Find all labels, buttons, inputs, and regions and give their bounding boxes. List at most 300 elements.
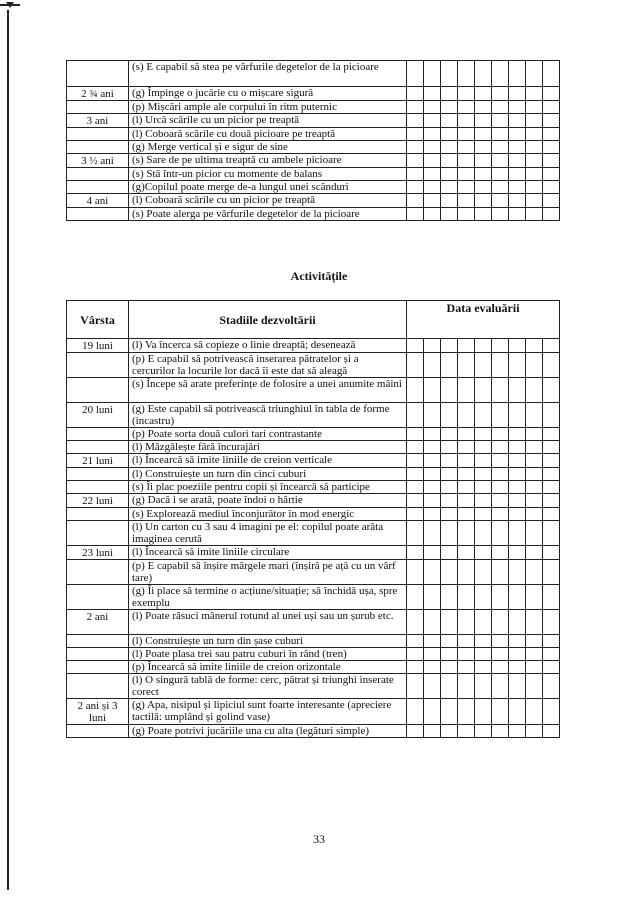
evaluation-box[interactable] xyxy=(458,521,475,546)
evaluation-box[interactable] xyxy=(526,168,543,181)
evaluation-box[interactable] xyxy=(458,508,475,521)
evaluation-box[interactable] xyxy=(458,441,475,454)
evaluation-box[interactable] xyxy=(458,610,475,635)
evaluation-box[interactable] xyxy=(475,661,492,674)
evaluation-box[interactable] xyxy=(458,141,475,154)
evaluation-box[interactable] xyxy=(509,208,526,221)
evaluation-box[interactable] xyxy=(458,699,475,725)
evaluation-box[interactable] xyxy=(458,585,475,610)
evaluation-box[interactable] xyxy=(441,661,458,674)
evaluation-box[interactable] xyxy=(492,560,509,585)
evaluation-box[interactable] xyxy=(424,661,441,674)
evaluation-box[interactable] xyxy=(526,441,543,454)
evaluation-box[interactable] xyxy=(441,454,458,468)
evaluation-box[interactable] xyxy=(492,114,509,128)
evaluation-box[interactable] xyxy=(458,403,475,428)
evaluation-box[interactable] xyxy=(407,194,424,208)
evaluation-box[interactable] xyxy=(407,181,424,194)
evaluation-box[interactable] xyxy=(424,454,441,468)
evaluation-box[interactable] xyxy=(424,181,441,194)
evaluation-box[interactable] xyxy=(441,353,458,378)
evaluation-box[interactable] xyxy=(543,168,560,181)
evaluation-box[interactable] xyxy=(407,428,424,441)
evaluation-box[interactable] xyxy=(543,521,560,546)
evaluation-box[interactable] xyxy=(407,101,424,114)
evaluation-box[interactable] xyxy=(492,61,509,87)
evaluation-box[interactable] xyxy=(526,403,543,428)
evaluation-box[interactable] xyxy=(407,339,424,353)
evaluation-box[interactable] xyxy=(492,194,509,208)
evaluation-box[interactable] xyxy=(441,560,458,585)
evaluation-box[interactable] xyxy=(424,194,441,208)
age-cell: 2 ani și 3 luni xyxy=(67,699,129,725)
evaluation-box[interactable] xyxy=(526,208,543,221)
evaluation-box[interactable] xyxy=(407,610,424,635)
evaluation-box[interactable] xyxy=(526,725,543,738)
evaluation-box[interactable] xyxy=(492,610,509,635)
evaluation-box[interactable] xyxy=(543,494,560,508)
evaluation-box[interactable] xyxy=(492,674,509,699)
evaluation-box[interactable] xyxy=(475,699,492,725)
evaluation-box[interactable] xyxy=(492,521,509,546)
evaluation-box[interactable] xyxy=(407,481,424,494)
evaluation-box[interactable] xyxy=(526,494,543,508)
evaluation-box[interactable] xyxy=(407,114,424,128)
evaluation-box[interactable] xyxy=(475,546,492,560)
evaluation-box[interactable] xyxy=(492,339,509,353)
evaluation-box[interactable] xyxy=(509,87,526,101)
evaluation-box[interactable] xyxy=(509,114,526,128)
evaluation-box[interactable] xyxy=(543,585,560,610)
evaluation-box[interactable] xyxy=(407,661,424,674)
evaluation-box[interactable] xyxy=(492,87,509,101)
evaluation-box[interactable] xyxy=(424,560,441,585)
evaluation-box[interactable] xyxy=(526,353,543,378)
evaluation-box[interactable] xyxy=(543,468,560,481)
evaluation-box[interactable] xyxy=(424,101,441,114)
evaluation-box[interactable] xyxy=(424,168,441,181)
evaluation-box[interactable] xyxy=(543,339,560,353)
evaluation-box[interactable] xyxy=(424,378,441,403)
evaluation-box[interactable] xyxy=(424,403,441,428)
evaluation-box[interactable] xyxy=(526,661,543,674)
evaluation-box[interactable] xyxy=(492,648,509,661)
evaluation-box[interactable] xyxy=(509,403,526,428)
age-cell xyxy=(67,661,129,674)
evaluation-box[interactable] xyxy=(526,648,543,661)
evaluation-box[interactable] xyxy=(526,635,543,648)
evaluation-box[interactable] xyxy=(543,610,560,635)
evaluation-box[interactable] xyxy=(526,87,543,101)
evaluation-box[interactable] xyxy=(458,208,475,221)
evaluation-box[interactable] xyxy=(458,168,475,181)
evaluation-box[interactable] xyxy=(526,114,543,128)
evaluation-box[interactable] xyxy=(526,428,543,441)
evaluation-box[interactable] xyxy=(407,674,424,699)
evaluation-box[interactable] xyxy=(441,648,458,661)
evaluation-box[interactable] xyxy=(458,454,475,468)
evaluation-box[interactable] xyxy=(407,635,424,648)
evaluation-box[interactable] xyxy=(441,468,458,481)
evaluation-box[interactable] xyxy=(526,468,543,481)
evaluation-box[interactable] xyxy=(458,494,475,508)
evaluation-box[interactable] xyxy=(543,661,560,674)
evaluation-box[interactable] xyxy=(509,339,526,353)
evaluation-box[interactable] xyxy=(509,585,526,610)
evaluation-box[interactable] xyxy=(526,674,543,699)
evaluation-box[interactable] xyxy=(543,208,560,221)
evaluation-box[interactable] xyxy=(441,546,458,560)
evaluation-box[interactable] xyxy=(441,61,458,87)
evaluation-box[interactable] xyxy=(475,494,492,508)
evaluation-box[interactable] xyxy=(492,141,509,154)
evaluation-box[interactable] xyxy=(424,87,441,101)
evaluation-box[interactable] xyxy=(475,521,492,546)
evaluation-box[interactable] xyxy=(407,128,424,141)
evaluation-box[interactable] xyxy=(509,378,526,403)
evaluation-box[interactable] xyxy=(475,441,492,454)
evaluation-box[interactable] xyxy=(441,403,458,428)
evaluation-box[interactable] xyxy=(424,635,441,648)
evaluation-box[interactable] xyxy=(441,87,458,101)
evaluation-box[interactable] xyxy=(441,208,458,221)
evaluation-box[interactable] xyxy=(458,114,475,128)
evaluation-box[interactable] xyxy=(424,141,441,154)
evaluation-box[interactable] xyxy=(441,114,458,128)
evaluation-box[interactable] xyxy=(492,635,509,648)
evaluation-box[interactable] xyxy=(407,154,424,168)
evaluation-box[interactable] xyxy=(475,339,492,353)
evaluation-box[interactable] xyxy=(526,508,543,521)
evaluation-box[interactable] xyxy=(509,610,526,635)
evaluation-box[interactable] xyxy=(424,546,441,560)
evaluation-box[interactable] xyxy=(526,128,543,141)
evaluation-box[interactable] xyxy=(526,481,543,494)
evaluation-box[interactable] xyxy=(424,339,441,353)
evaluation-box[interactable] xyxy=(458,725,475,738)
evaluation-box[interactable] xyxy=(526,101,543,114)
milestone-cell: (l) Încearcă să imite liniile circulare xyxy=(129,546,407,560)
evaluation-box[interactable] xyxy=(458,546,475,560)
evaluation-box[interactable] xyxy=(441,194,458,208)
evaluation-box[interactable] xyxy=(458,560,475,585)
evaluation-box[interactable] xyxy=(492,585,509,610)
evaluation-box[interactable] xyxy=(509,353,526,378)
evaluation-box[interactable] xyxy=(543,101,560,114)
evaluation-box[interactable] xyxy=(509,635,526,648)
evaluation-box[interactable] xyxy=(424,353,441,378)
evaluation-box[interactable] xyxy=(492,494,509,508)
evaluation-box[interactable] xyxy=(543,441,560,454)
evaluation-box[interactable] xyxy=(407,378,424,403)
evaluation-box[interactable] xyxy=(509,560,526,585)
evaluation-box[interactable] xyxy=(475,508,492,521)
evaluation-box[interactable] xyxy=(492,661,509,674)
evaluation-box[interactable] xyxy=(492,725,509,738)
evaluation-box[interactable] xyxy=(441,378,458,403)
evaluation-box[interactable] xyxy=(441,481,458,494)
evaluation-box[interactable] xyxy=(543,508,560,521)
evaluation-box[interactable] xyxy=(424,521,441,546)
evaluation-box[interactable] xyxy=(509,61,526,87)
evaluation-box[interactable] xyxy=(458,181,475,194)
evaluation-box[interactable] xyxy=(509,468,526,481)
evaluation-box[interactable] xyxy=(407,61,424,87)
evaluation-box[interactable] xyxy=(526,521,543,546)
evaluation-box[interactable] xyxy=(492,378,509,403)
evaluation-box[interactable] xyxy=(526,194,543,208)
evaluation-box[interactable] xyxy=(543,635,560,648)
evaluation-box[interactable] xyxy=(543,428,560,441)
evaluation-box[interactable] xyxy=(441,725,458,738)
evaluation-box[interactable] xyxy=(509,154,526,168)
evaluation-box[interactable] xyxy=(441,521,458,546)
evaluation-box[interactable] xyxy=(526,61,543,87)
evaluation-box[interactable] xyxy=(509,546,526,560)
evaluation-box[interactable] xyxy=(492,699,509,725)
evaluation-box[interactable] xyxy=(458,635,475,648)
evaluation-box[interactable] xyxy=(509,428,526,441)
evaluation-box[interactable] xyxy=(475,101,492,114)
evaluation-box[interactable] xyxy=(407,560,424,585)
evaluation-box[interactable] xyxy=(475,168,492,181)
evaluation-box[interactable] xyxy=(543,648,560,661)
evaluation-box[interactable] xyxy=(509,128,526,141)
evaluation-box[interactable] xyxy=(509,725,526,738)
evaluation-box[interactable] xyxy=(509,648,526,661)
evaluation-box[interactable] xyxy=(543,546,560,560)
evaluation-box[interactable] xyxy=(441,674,458,699)
evaluation-box[interactable] xyxy=(543,87,560,101)
evaluation-box[interactable] xyxy=(475,635,492,648)
evaluation-box[interactable] xyxy=(458,353,475,378)
evaluation-box[interactable] xyxy=(441,128,458,141)
evaluation-box[interactable] xyxy=(424,674,441,699)
evaluation-box[interactable] xyxy=(509,141,526,154)
evaluation-box[interactable] xyxy=(441,699,458,725)
evaluation-box[interactable] xyxy=(424,468,441,481)
evaluation-box[interactable] xyxy=(509,168,526,181)
evaluation-box[interactable] xyxy=(526,378,543,403)
evaluation-box[interactable] xyxy=(492,101,509,114)
evaluation-box[interactable] xyxy=(475,648,492,661)
evaluation-box[interactable] xyxy=(424,648,441,661)
evaluation-box[interactable] xyxy=(424,114,441,128)
evaluation-box[interactable] xyxy=(492,403,509,428)
evaluation-box[interactable] xyxy=(407,585,424,610)
evaluation-box[interactable] xyxy=(492,181,509,194)
evaluation-box[interactable] xyxy=(424,441,441,454)
evaluation-box[interactable] xyxy=(543,378,560,403)
evaluation-box[interactable] xyxy=(543,141,560,154)
evaluation-box[interactable] xyxy=(492,168,509,181)
evaluation-box[interactable] xyxy=(441,181,458,194)
evaluation-box[interactable] xyxy=(543,181,560,194)
evaluation-box[interactable] xyxy=(509,441,526,454)
evaluation-box[interactable] xyxy=(509,508,526,521)
evaluation-box[interactable] xyxy=(424,610,441,635)
evaluation-box[interactable] xyxy=(492,508,509,521)
evaluation-box[interactable] xyxy=(475,378,492,403)
evaluation-box[interactable] xyxy=(543,353,560,378)
evaluation-box[interactable] xyxy=(407,521,424,546)
evaluation-box[interactable] xyxy=(475,128,492,141)
evaluation-box[interactable] xyxy=(441,154,458,168)
evaluation-box[interactable] xyxy=(475,468,492,481)
evaluation-box[interactable] xyxy=(407,353,424,378)
evaluation-box[interactable] xyxy=(492,441,509,454)
evaluation-box[interactable] xyxy=(424,128,441,141)
evaluation-box[interactable] xyxy=(441,428,458,441)
evaluation-box[interactable] xyxy=(475,428,492,441)
evaluation-box[interactable] xyxy=(441,339,458,353)
evaluation-box[interactable] xyxy=(424,154,441,168)
evaluation-box[interactable] xyxy=(407,468,424,481)
evaluation-box[interactable] xyxy=(407,441,424,454)
evaluation-box[interactable] xyxy=(458,428,475,441)
evaluation-box[interactable] xyxy=(407,141,424,154)
evaluation-box[interactable] xyxy=(407,725,424,738)
evaluation-box[interactable] xyxy=(543,560,560,585)
evaluation-box[interactable] xyxy=(543,114,560,128)
evaluation-box[interactable] xyxy=(526,585,543,610)
evaluation-box[interactable] xyxy=(441,141,458,154)
evaluation-box[interactable] xyxy=(458,128,475,141)
evaluation-box[interactable] xyxy=(424,585,441,610)
evaluation-box[interactable] xyxy=(475,454,492,468)
evaluation-box[interactable] xyxy=(424,494,441,508)
evaluation-box[interactable] xyxy=(526,546,543,560)
evaluation-box[interactable] xyxy=(475,61,492,87)
evaluation-box[interactable] xyxy=(543,154,560,168)
evaluation-box[interactable] xyxy=(509,699,526,725)
evaluation-box[interactable] xyxy=(526,141,543,154)
evaluation-box[interactable] xyxy=(475,141,492,154)
evaluation-box[interactable] xyxy=(509,181,526,194)
evaluation-box[interactable] xyxy=(458,674,475,699)
evaluation-box[interactable] xyxy=(475,585,492,610)
evaluation-box[interactable] xyxy=(492,353,509,378)
evaluation-box[interactable] xyxy=(441,610,458,635)
evaluation-box[interactable] xyxy=(407,508,424,521)
evaluation-box[interactable] xyxy=(441,494,458,508)
evaluation-box[interactable] xyxy=(492,208,509,221)
evaluation-box[interactable] xyxy=(407,699,424,725)
evaluation-box[interactable] xyxy=(543,454,560,468)
evaluation-box[interactable] xyxy=(407,494,424,508)
evaluation-box[interactable] xyxy=(424,508,441,521)
evaluation-box[interactable] xyxy=(441,585,458,610)
evaluation-box[interactable] xyxy=(424,699,441,725)
evaluation-box[interactable] xyxy=(509,494,526,508)
evaluation-box[interactable] xyxy=(492,546,509,560)
evaluation-box[interactable] xyxy=(526,181,543,194)
evaluation-box[interactable] xyxy=(492,454,509,468)
evaluation-box[interactable] xyxy=(526,454,543,468)
evaluation-box[interactable] xyxy=(441,441,458,454)
evaluation-box[interactable] xyxy=(458,378,475,403)
evaluation-box[interactable] xyxy=(441,101,458,114)
evaluation-box[interactable] xyxy=(475,87,492,101)
evaluation-box[interactable] xyxy=(475,114,492,128)
evaluation-box[interactable] xyxy=(492,428,509,441)
evaluation-box[interactable] xyxy=(407,87,424,101)
evaluation-box[interactable] xyxy=(509,194,526,208)
evaluation-box[interactable] xyxy=(526,560,543,585)
evaluation-box[interactable] xyxy=(492,481,509,494)
evaluation-box[interactable] xyxy=(543,403,560,428)
evaluation-box[interactable] xyxy=(543,128,560,141)
evaluation-box[interactable] xyxy=(509,674,526,699)
evaluation-box[interactable] xyxy=(458,468,475,481)
evaluation-box[interactable] xyxy=(424,208,441,221)
evaluation-box[interactable] xyxy=(407,403,424,428)
evaluation-box[interactable] xyxy=(458,61,475,87)
evaluation-box[interactable] xyxy=(492,468,509,481)
evaluation-box[interactable] xyxy=(458,101,475,114)
evaluation-box[interactable] xyxy=(441,508,458,521)
evaluation-box[interactable] xyxy=(407,546,424,560)
evaluation-box[interactable] xyxy=(458,481,475,494)
evaluation-box[interactable] xyxy=(475,674,492,699)
evaluation-box[interactable] xyxy=(475,181,492,194)
evaluation-box[interactable] xyxy=(475,403,492,428)
evaluation-box[interactable] xyxy=(543,194,560,208)
evaluation-box[interactable] xyxy=(526,699,543,725)
evaluation-box[interactable] xyxy=(475,154,492,168)
evaluation-box[interactable] xyxy=(407,648,424,661)
evaluation-box[interactable] xyxy=(475,725,492,738)
evaluation-box[interactable] xyxy=(424,61,441,87)
evaluation-box[interactable] xyxy=(407,168,424,181)
evaluation-box[interactable] xyxy=(458,194,475,208)
evaluation-box[interactable] xyxy=(492,154,509,168)
evaluation-box[interactable] xyxy=(407,208,424,221)
evaluation-box[interactable] xyxy=(458,339,475,353)
evaluation-box[interactable] xyxy=(475,194,492,208)
evaluation-box[interactable] xyxy=(509,521,526,546)
evaluation-box[interactable] xyxy=(509,481,526,494)
evaluation-box[interactable] xyxy=(509,454,526,468)
evaluation-box[interactable] xyxy=(441,168,458,181)
evaluation-box[interactable] xyxy=(475,208,492,221)
evaluation-box[interactable] xyxy=(509,661,526,674)
evaluation-box[interactable] xyxy=(475,353,492,378)
evaluation-box[interactable] xyxy=(458,661,475,674)
evaluation-box[interactable] xyxy=(475,610,492,635)
evaluation-box[interactable] xyxy=(458,87,475,101)
evaluation-box[interactable] xyxy=(526,610,543,635)
evaluation-box[interactable] xyxy=(458,154,475,168)
evaluation-box[interactable] xyxy=(543,481,560,494)
evaluation-box[interactable] xyxy=(475,560,492,585)
evaluation-box[interactable] xyxy=(424,481,441,494)
evaluation-box[interactable] xyxy=(407,454,424,468)
evaluation-box[interactable] xyxy=(543,61,560,87)
evaluation-box[interactable] xyxy=(543,725,560,738)
evaluation-box[interactable] xyxy=(526,154,543,168)
evaluation-box[interactable] xyxy=(492,128,509,141)
evaluation-box[interactable] xyxy=(458,648,475,661)
evaluation-box[interactable] xyxy=(526,339,543,353)
evaluation-box[interactable] xyxy=(424,725,441,738)
evaluation-box[interactable] xyxy=(441,635,458,648)
evaluation-box[interactable] xyxy=(424,428,441,441)
evaluation-box[interactable] xyxy=(509,101,526,114)
evaluation-box[interactable] xyxy=(475,481,492,494)
evaluation-box[interactable] xyxy=(543,699,560,725)
evaluation-box[interactable] xyxy=(543,674,560,699)
